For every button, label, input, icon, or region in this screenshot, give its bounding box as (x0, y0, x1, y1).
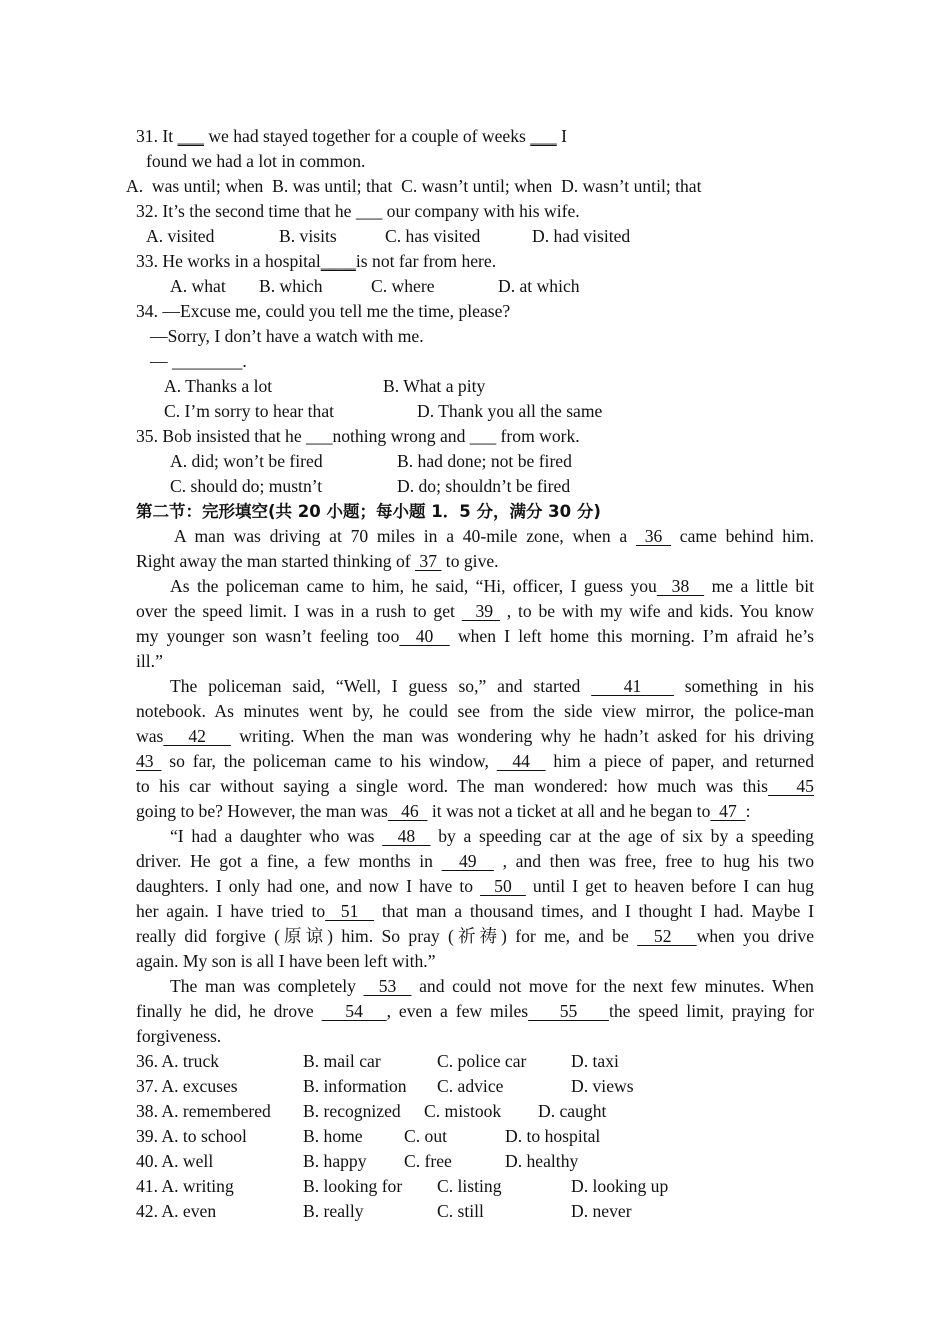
passage-text: when you drive (696, 926, 815, 946)
answer-39-a: 39. A. to school (136, 1126, 247, 1146)
blank-45: 45 (768, 776, 814, 796)
passage-text: “I had a daughter who was (170, 826, 375, 846)
passage-text: The policeman said, “Well, I guess so,” and started (170, 676, 581, 696)
question-31-stem (136, 124, 567, 149)
passage-text: until I get to heaven before I can hug (532, 876, 814, 896)
blank-36: 36 (635, 526, 672, 546)
question-31-options: A. was until; when B. was until; that C. wasn’t until; when D. wasn’t until; that (126, 176, 702, 196)
blank-51: 51 (325, 901, 375, 921)
passage-text: finally he did, he drove (136, 1001, 314, 1021)
passage-line (136, 874, 814, 899)
question-34-option-c: C. I’m sorry to hear that (164, 401, 335, 421)
passage-line (136, 749, 814, 774)
blank-50: 50 (480, 876, 526, 896)
passage-text: to give. (441, 551, 499, 571)
passage-text: my younger son wasn’t feeling too (136, 626, 400, 646)
passage-text: over the speed limit. I was in a rush to get (136, 601, 455, 621)
question-33-option-a: A. what (170, 276, 226, 296)
passage-text: , to be with my wife and kids. You know (506, 601, 814, 621)
passage-line (136, 924, 814, 949)
question-32-stem: 32. It’s the second time that he ___ our company with his wife. (136, 201, 580, 221)
answer-42-d: D. never (571, 1201, 632, 1221)
passage-text: it was not a ticket at all and he began to (431, 801, 711, 821)
passage-text: by a speeding car at the age of six by a speeding (438, 826, 814, 846)
question-32-option-c: C. has visited (385, 226, 481, 246)
answer-42-b: B. really (303, 1201, 364, 1221)
passage-text: As the policeman came to him, he said, “Hi, officer, I guess you (170, 576, 657, 596)
question-32-option-d: D. had visited (532, 226, 631, 246)
answer-39-b: B. home (303, 1126, 363, 1146)
q33-text-a: 33. He works in a hospital (136, 251, 321, 271)
passage-line: forgiveness. (136, 1026, 222, 1046)
passage-text: him a piece of paper, and returned (553, 751, 815, 771)
answer-39-c: C. out (404, 1126, 448, 1146)
answer-37-d: D. views (571, 1076, 634, 1096)
answer-38-b: B. recognized (303, 1101, 401, 1121)
passage-line (136, 774, 814, 799)
blank-46: 46 (387, 801, 428, 821)
passage-text: , and then was free, free to hug his two (502, 851, 815, 871)
answer-37-b: B. information (303, 1076, 407, 1096)
answer-42-a: 42. A. even (136, 1201, 217, 1221)
blank-40: 40 (399, 626, 450, 646)
passage-line (170, 674, 814, 699)
passage-text: daughters. I only had one, and now I have to (136, 876, 474, 896)
answer-40-a: 40. A. well (136, 1151, 214, 1171)
passage-text: driver. He got a fine, a few months in (136, 851, 433, 871)
question-33-option-d: D. at which (498, 276, 580, 296)
passage-text: that man a thousand times, and I thought I had. Maybe I (381, 901, 815, 921)
passage-text: and could not move for the next few minutes. When (419, 976, 814, 996)
answer-36-a: 36. A. truck (136, 1051, 220, 1071)
q33-text-b: is not far from here. (355, 251, 497, 271)
q31-text-a: 31. It (136, 126, 178, 146)
answer-37-a: 37. A. excuses (136, 1076, 238, 1096)
blank-47: 47 (710, 801, 746, 821)
passage-text: going to be? However, the man was (136, 801, 388, 821)
question-34-stem: 34. —Excuse me, could you tell me the time, please? (136, 301, 511, 321)
blank-54: 54 (321, 1001, 387, 1021)
passage-text: something in his (684, 676, 814, 696)
passage-text: when I left home this morning. I’m afraid he’s (457, 626, 815, 646)
section-heading-text: 第二节：完形填空(共 20 小题；每小题 1．5 分，满分 30 分) (136, 502, 601, 521)
question-35-option-d: D. do; shouldn’t be fired (397, 476, 571, 496)
answer-41-c: C. listing (437, 1176, 502, 1196)
passage-line: ill.” (136, 651, 163, 671)
question-34-option-d: D. Thank you all the same (417, 401, 603, 421)
blank-42: 42 (163, 726, 231, 746)
answer-38-d: D. caught (538, 1101, 607, 1121)
question-32-option-b: B. visits (279, 226, 337, 246)
passage-text: was (136, 726, 164, 746)
blank-41: 41 (591, 676, 674, 696)
passage-text: really did forgive (原谅) him. So pray (祈祷) for me, and be (136, 926, 638, 946)
answer-41-d: D. looking up (571, 1176, 669, 1196)
answer-40-d: D. healthy (505, 1151, 579, 1171)
answer-39-d: D. to hospital (505, 1126, 601, 1146)
passage-text: Right away the man started thinking of (136, 551, 416, 571)
answer-40-b: B. happy (303, 1151, 367, 1171)
question-35-option-b: B. had done; not be fired (397, 451, 572, 471)
passage-text: , even a few miles (386, 1001, 529, 1021)
q33-blank: ____ (320, 251, 356, 271)
question-34-option-a: A. Thanks a lot (164, 376, 273, 396)
passage-text: writing. When the man was wondering why he hadn’t asked for his driving (239, 726, 815, 746)
passage-line (136, 999, 814, 1024)
question-35-option-c: C. should do; mustn’t (170, 476, 323, 496)
passage-text: her again. I have tried to (136, 901, 326, 921)
passage-text: : (745, 801, 751, 821)
answer-36-d: D. taxi (571, 1051, 619, 1071)
passage-line: again. My son is all I have been left with.” (136, 951, 436, 971)
q31-text-b: we had stayed together for a couple of weeks (203, 126, 531, 146)
passage-line (136, 899, 814, 924)
blank-55: 55 (528, 1001, 609, 1021)
section-heading (136, 499, 601, 524)
q31-blank-2: ___ (530, 126, 557, 146)
question-31-stem-line2: found we had a lot in common. (146, 151, 366, 171)
passage-text: came behind him. (679, 526, 815, 546)
answer-41-a: 41. A. writing (136, 1176, 234, 1196)
answer-36-c: C. police car (437, 1051, 527, 1071)
passage-line (170, 574, 814, 599)
blank-43: 43 (136, 751, 162, 771)
blank-38: 38 (656, 576, 705, 596)
question-35-option-a: A. did; won’t be fired (170, 451, 323, 471)
question-34-line2: —Sorry, I don’t have a watch with me. (150, 326, 424, 346)
passage-line (136, 549, 499, 574)
passage-line (136, 599, 814, 624)
question-34-line3: — ________. (150, 351, 247, 371)
question-32-option-a: A. visited (146, 226, 215, 246)
passage-text: so far, the policeman came to his window, (169, 751, 489, 771)
answer-37-c: C. advice (437, 1076, 504, 1096)
question-33-option-b: B. which (259, 276, 323, 296)
blank-53: 53 (363, 976, 412, 996)
passage-text: A man was driving at 70 miles in a 40-mile zone, when a (174, 526, 628, 546)
passage-line: notebook. As minutes went by, he could see from the side view mirror, the police-man (136, 701, 814, 721)
blank-37: 37 (415, 551, 442, 571)
passage-line (170, 974, 814, 999)
question-34-option-b: B. What a pity (383, 376, 486, 396)
blank-39: 39 (461, 601, 500, 621)
q31-blank-1: ___ (177, 126, 204, 146)
passage-text: me a little bit (711, 576, 814, 596)
passage-line (136, 724, 814, 749)
passage-line (170, 824, 814, 849)
passage-text: the speed limit, praying for (608, 1001, 815, 1021)
answer-38-c: C. mistook (424, 1101, 502, 1121)
question-33-option-c: C. where (371, 276, 435, 296)
blank-48: 48 (382, 826, 431, 846)
answer-36-b: B. mail car (303, 1051, 381, 1071)
answer-41-b: B. looking for (303, 1176, 403, 1196)
q31-text-c: I (556, 126, 567, 146)
passage-line (136, 624, 814, 649)
passage-line (174, 524, 814, 549)
answer-40-c: C. free (404, 1151, 452, 1171)
passage-text: to his car without saying a single word. The man wondered: how much was this (136, 776, 768, 796)
question-35-stem: 35. Bob insisted that he ___nothing wrong and ___ from work. (136, 426, 580, 446)
answer-38-a: 38. A. remembered (136, 1101, 271, 1121)
passage-line (136, 799, 750, 824)
blank-52: 52 (637, 926, 697, 946)
passage-text: The man was completely (170, 976, 356, 996)
answer-42-c: C. still (437, 1201, 484, 1221)
question-33-stem (136, 249, 496, 274)
passage-line (136, 849, 814, 874)
blank-49: 49 (441, 851, 494, 871)
blank-44: 44 (496, 751, 546, 771)
